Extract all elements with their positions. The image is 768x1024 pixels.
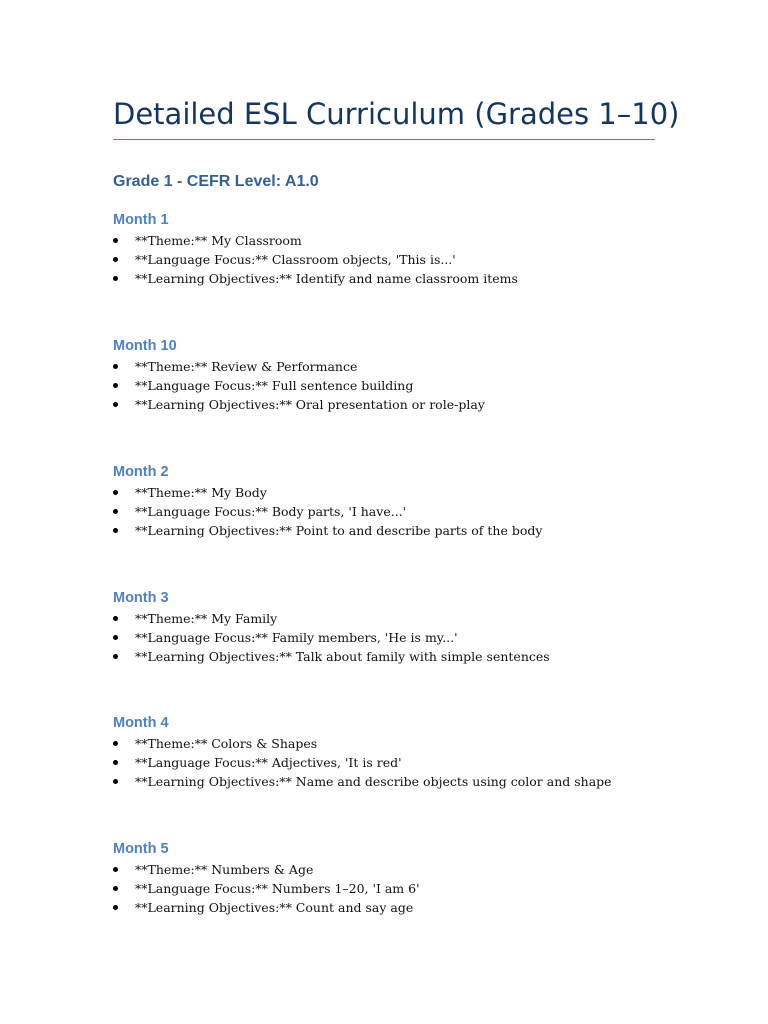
bullet-icon <box>113 905 118 910</box>
list-item-text: **Language Focus:** Numbers 1–20, 'I am 6' <box>135 881 420 896</box>
document-title: Detailed ESL Curriculum (Grades 1–10) <box>113 97 680 131</box>
list-item-text: **Learning Objectives:** Point to and describe parts of the body <box>135 523 543 538</box>
bullet-icon <box>113 528 118 533</box>
bullet-icon <box>113 276 118 281</box>
bullet-icon <box>113 760 118 765</box>
bullet-icon <box>113 654 118 659</box>
list-item-text: **Theme:** My Family <box>135 611 278 626</box>
month-heading: Month 5 <box>113 841 169 857</box>
list-item <box>113 231 673 250</box>
list-item <box>113 628 673 647</box>
month-heading: Month 3 <box>113 590 169 606</box>
list-item-text: **Language Focus:** Body parts, 'I have...' <box>135 504 407 519</box>
bullet-list <box>113 483 673 540</box>
bullet-list <box>113 860 673 917</box>
list-item-text: **Theme:** Review & Performance <box>135 359 358 374</box>
list-item-text: **Theme:** Colors & Shapes <box>135 736 318 751</box>
month-heading: Month 4 <box>113 715 169 731</box>
list-item <box>113 609 673 628</box>
list-item-text: **Language Focus:** Full sentence building <box>135 378 414 393</box>
list-item-text: **Language Focus:** Adjectives, 'It is red' <box>135 755 402 770</box>
bullet-icon <box>113 635 118 640</box>
bullet-icon <box>113 364 118 369</box>
list-item <box>113 483 673 502</box>
bullet-list <box>113 231 673 288</box>
list-item-text: **Learning Objectives:** Count and say age <box>135 900 414 915</box>
month-section <box>113 335 673 414</box>
month-heading: Month 1 <box>113 212 169 228</box>
bullet-icon <box>113 616 118 621</box>
bullet-icon <box>113 886 118 891</box>
month-heading: Month 2 <box>113 464 169 480</box>
list-item-text: **Theme:** Numbers & Age <box>135 862 314 877</box>
bullet-icon <box>113 238 118 243</box>
list-item <box>113 250 673 269</box>
month-section <box>113 838 673 917</box>
bullet-icon <box>113 490 118 495</box>
list-item-text: **Learning Objectives:** Oral presentation or role-play <box>135 397 485 412</box>
list-item <box>113 753 673 772</box>
list-item <box>113 395 673 414</box>
list-item-text: **Learning Objectives:** Identify and name classroom items <box>135 271 518 286</box>
list-item-text: **Language Focus:** Family members, 'He is my...' <box>135 630 458 645</box>
list-item <box>113 647 673 666</box>
bullet-list <box>113 357 673 414</box>
bullet-list <box>113 734 673 791</box>
bullet-icon <box>113 257 118 262</box>
month-section <box>113 461 673 540</box>
list-item <box>113 502 673 521</box>
list-item <box>113 860 673 879</box>
title-underline <box>113 139 655 140</box>
list-item-text: **Theme:** My Body <box>135 485 267 500</box>
bullet-icon <box>113 741 118 746</box>
grade-heading: Grade 1 - CEFR Level: A1.0 <box>113 173 319 190</box>
month-section <box>113 587 673 666</box>
bullet-icon <box>113 383 118 388</box>
month-section <box>113 712 673 791</box>
list-item-text: **Theme:** My Classroom <box>135 233 302 248</box>
bullet-icon <box>113 402 118 407</box>
list-item <box>113 521 673 540</box>
list-item-text: **Learning Objectives:** Name and describe objects using color and shape <box>135 774 612 789</box>
bullet-icon <box>113 509 118 514</box>
list-item <box>113 376 673 395</box>
month-heading: Month 10 <box>113 338 177 354</box>
bullet-icon <box>113 779 118 784</box>
bullet-list <box>113 609 673 666</box>
bullet-icon <box>113 867 118 872</box>
list-item <box>113 879 673 898</box>
list-item <box>113 772 673 791</box>
month-section <box>113 209 673 288</box>
list-item-text: **Learning Objectives:** Talk about family with simple sentences <box>135 649 550 664</box>
list-item <box>113 898 673 917</box>
list-item <box>113 357 673 376</box>
list-item <box>113 734 673 753</box>
list-item-text: **Language Focus:** Classroom objects, 'This is...' <box>135 252 456 267</box>
list-item <box>113 269 673 288</box>
